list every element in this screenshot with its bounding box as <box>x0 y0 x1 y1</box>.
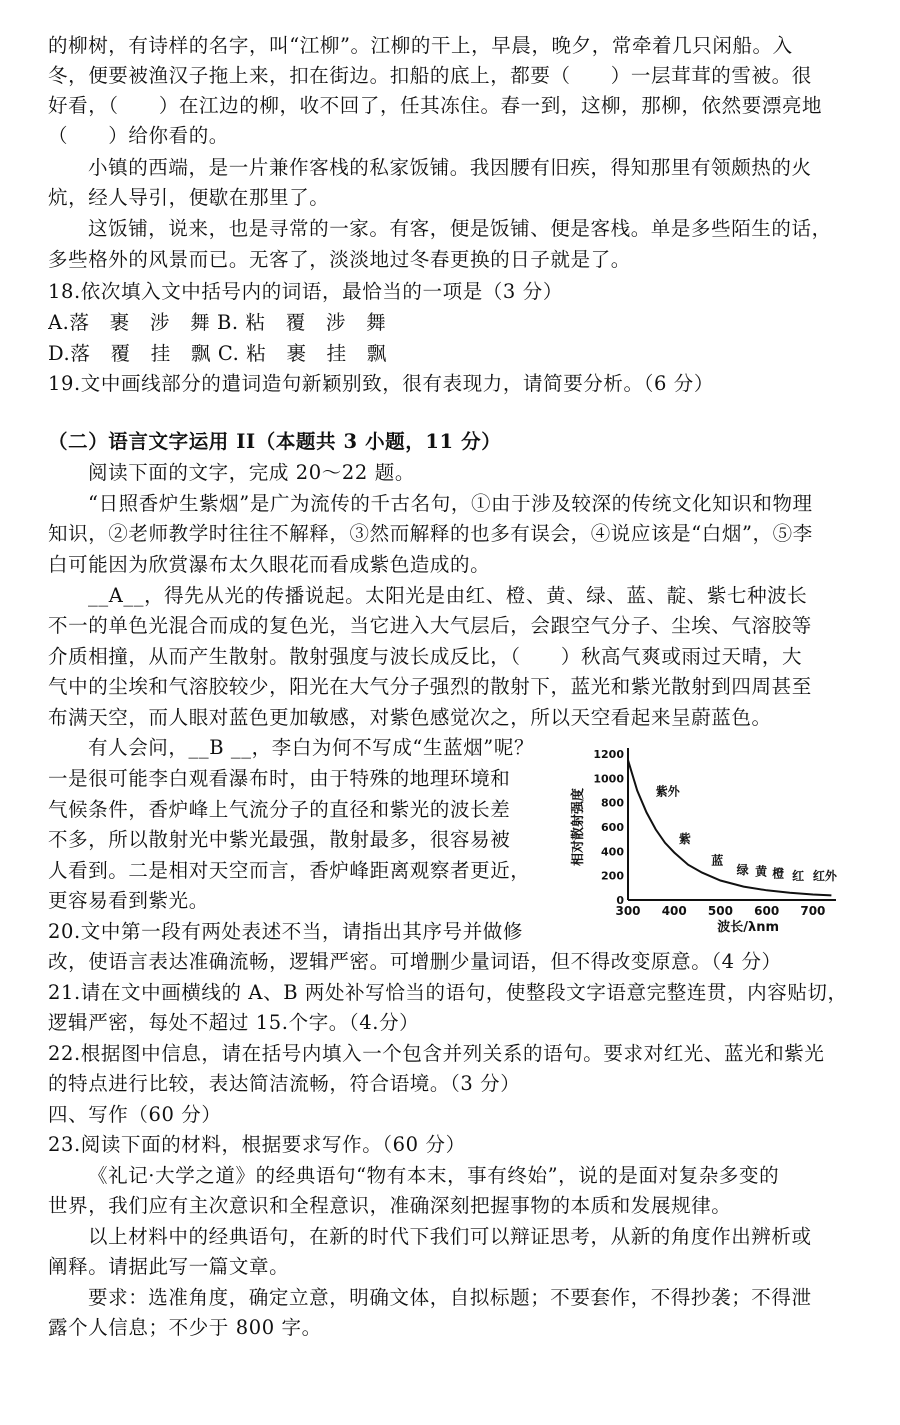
question-18-options-1: A.落 裹 涉 舞 B. 粘 覆 涉 舞 <box>48 311 387 334</box>
paragraph-1-line: “日照香炉生紫烟”是广为流传的千古名句，①由于涉及较深的传统文化知识和物理 <box>88 492 813 515</box>
y-axis-label: 相对散射强度 <box>571 787 586 867</box>
paragraph-3-line: 人看到。二是相对天空而言，香炉峰距离观察者更近， <box>48 859 531 882</box>
y-tick-label: 800 <box>601 796 624 810</box>
paragraph-3-line: 不多，所以散射光中紫光最强，散射最多，很容易被 <box>48 828 511 851</box>
curve-annotation: 黄 <box>755 864 768 879</box>
curve-annotation: 绿 <box>736 862 749 877</box>
question-18-stem: 18.依次填入文中括号内的词语，最恰当的一项是（3 分） <box>48 280 563 303</box>
x-tick-label: 300 <box>615 904 641 918</box>
passage-line: 这饭铺，说来，也是寻常的一家。有客，便是饭铺、便是客栈。单是多些陌生的话， <box>88 217 832 240</box>
section-2-heading: （二）语言文字运用 II（本题共 3 小题，11 分） <box>48 430 502 453</box>
question-21-line: 21.请在文中画横线的 A、B 两处补写恰当的语句，使整段文字语意完整连贯，内容贴切， <box>48 981 848 1004</box>
x-axis-label: 波长/λnm <box>717 920 780 935</box>
curve-annotation: 橙 <box>772 866 785 881</box>
requirement-line: 要求：选准角度，确定立意，明确文体，自拟标题；不要套作，不得抄袭；不得泄 <box>88 1286 812 1309</box>
passage-line: （ ）给你看的。 <box>48 124 229 147</box>
section-4-heading: 四、写作（60 分） <box>48 1103 222 1126</box>
question-19: 19.文中画线部分的遣词造句新颖别致，很有表现力，请简要分析。（6 分） <box>48 372 714 395</box>
requirement-line: 露个人信息；不少于 800 字。 <box>48 1316 322 1339</box>
paragraph-2-line: 气中的尘埃和气溶胶较少，阳光在大气分子强烈的散射下，蓝光和紫光散射到四周甚至 <box>48 675 812 698</box>
question-22-line: 的特点进行比较，表达简洁流畅，符合语境。（3 分） <box>48 1072 521 1095</box>
passage-line: 冬，便要被渔汉子拖上来，扣在街边。扣船的底上，都要（ ）一层茸茸的雪被。很 <box>48 64 812 87</box>
curve-annotation: 紫 <box>678 831 691 846</box>
paragraph-3-line: 气候条件，香炉峰上气流分子的直径和紫光的波长差 <box>48 798 511 821</box>
passage-line: 好看，（ ）在江边的柳，收不回了，任其冻住。春一到，这柳，那柳，依然要漂亮地 <box>48 94 823 117</box>
y-tick-label: 1000 <box>593 772 624 786</box>
paragraph-3-line: 有人会问，__B __，李白为何不写成“生蓝烟”呢？ <box>88 736 535 759</box>
passage-line: 小镇的西端，是一片兼作客栈的私家饭铺。我因腰有旧疾，得知那里有领颇热的火 <box>88 156 812 179</box>
passage-line: 炕，经人导引，便歇在那里了。 <box>48 186 330 209</box>
curve-annotation: 红外 <box>812 868 837 883</box>
paragraph-2-line: 不一的单色光混合而成的复色光，当它进入大气层后，会跟空气分子、尘埃、气溶胶等 <box>48 614 812 637</box>
curve-annotation: 蓝 <box>711 853 724 868</box>
paragraph-2-line: 介质相撞，从而产生散射。散射强度与波长成反比，（ ）秋高气爽或雨过天晴，大 <box>48 645 803 668</box>
task-line: 阐释。请据此写一篇文章。 <box>48 1255 290 1278</box>
y-tick-label: 200 <box>601 869 624 883</box>
x-tick-label: 400 <box>661 904 687 918</box>
passage-line: 多些格外的风景而已。无客了，淡淡地过冬春更换的日子就是了。 <box>48 248 631 271</box>
question-18-options-2: D.落 覆 挂 飘 C. 粘 裹 挂 飘 <box>48 342 387 365</box>
question-23: 23.阅读下面的材料，根据要求写作。（60 分） <box>48 1133 466 1156</box>
paragraph-1-line: 白可能因为欣赏瀑布太久眼花而看成紫色造成的。 <box>48 553 491 576</box>
scattering-intensity-chart <box>566 740 856 940</box>
curve-annotation: 红 <box>792 868 805 883</box>
question-22-line: 22.根据图中信息，请在括号内填入一个包含并列关系的语句。要求对红光、蓝光和紫光 <box>48 1042 825 1065</box>
y-tick-label: 600 <box>601 821 624 834</box>
question-20-line: 20.文中第一段有两处表述不当，请指出其序号并做修 <box>48 920 524 943</box>
paragraph-3-line: 更容易看到紫光。 <box>48 889 209 912</box>
y-tick-label: 1200 <box>593 748 624 761</box>
question-20-line: 改，使语言表达准确流畅，逻辑严密。可增删少量词语，但不得改变原意。（4 分） <box>48 950 782 973</box>
section-2-intro: 阅读下面的文字，完成 20～22 题。 <box>88 461 415 484</box>
paragraph-2-line: 布满天空，而人眼对蓝色更加敏感，对紫色感觉次之，所以天空看起来呈蔚蓝色。 <box>48 706 772 729</box>
passage-line: 的柳树，有诗样的名字，叫“江柳”。江柳的干上，早晨，晚夕，常牵着几只闲船。入 <box>48 34 793 57</box>
x-tick-label: 600 <box>754 904 780 918</box>
curve-annotation: 紫外 <box>655 784 680 799</box>
paragraph-1-line: 知识，②老师教学时往往不解释，③然而解释的也多有误会，④说应该是“白烟”，⑤李 <box>48 522 813 545</box>
y-tick-label: 0 <box>616 894 624 907</box>
y-tick-label: 400 <box>601 845 624 859</box>
question-21-line: 逻辑严密，每处不超过 15.个字。（4.分） <box>48 1011 420 1034</box>
x-tick-label: 700 <box>800 904 826 918</box>
task-line: 以上材料中的经典语句，在新的时代下我们可以辩证思考，从新的角度作出辨析或 <box>88 1225 812 1248</box>
paragraph-2-line: __A__，得先从光的传播说起。太阳光是由红、橙、黄、绿、蓝、靛、紫七种波长 <box>88 584 808 607</box>
material-line: 世界，我们应有主次意识和全程意识，准确深刻把握事物的本质和发展规律。 <box>48 1194 732 1217</box>
x-tick-label: 500 <box>707 904 733 918</box>
paragraph-3-line: 一是很可能李白观看瀑布时，由于特殊的地理环境和 <box>48 767 511 790</box>
material-line: 《礼记·大学之道》的经典语句“物有本末，事有终始”，说的是面对复杂多变的 <box>88 1164 780 1187</box>
